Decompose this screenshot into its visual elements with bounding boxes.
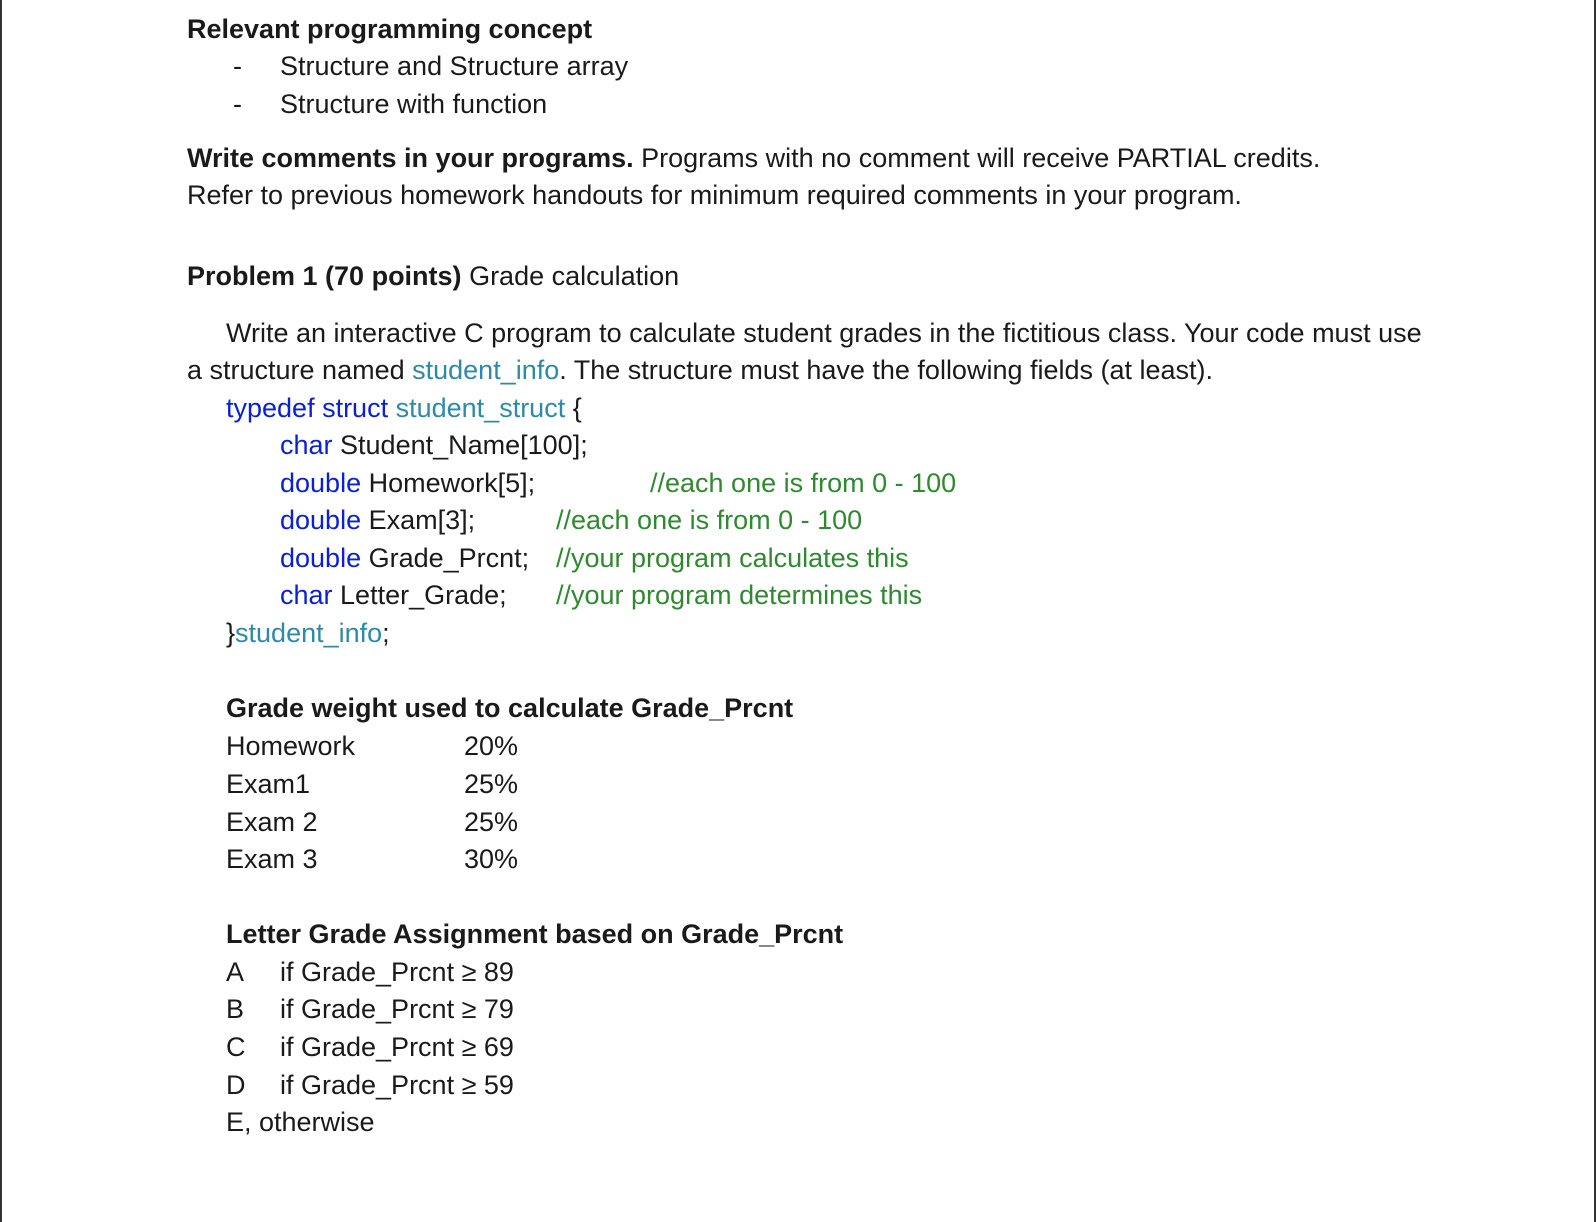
code-decl: Homework[5]; <box>361 468 536 498</box>
code-comment: //each one is from 0 - 100 <box>556 505 863 535</box>
weight-value: 25% <box>464 807 519 837</box>
code-comment: //your program determines this <box>556 580 923 610</box>
struct-name-inline: student_info <box>412 355 560 385</box>
intro-text: a structure named <box>187 355 413 385</box>
letter-rule: if Grade_Prcnt ≥ 59 <box>280 1070 514 1100</box>
letter-grade: A <box>226 957 245 987</box>
problem-intro-line1: Write an interactive C program to calculate student grades in the fictitious class. Your code must use <box>226 318 1422 348</box>
code-semicolon: ; <box>382 618 390 648</box>
code-field-line <box>280 539 529 577</box>
code-decl: Letter_Grade; <box>332 580 507 610</box>
code-struct-name: student_struct <box>395 393 566 423</box>
concept-heading: Relevant programming concept <box>187 14 593 44</box>
code-type: char <box>280 430 333 460</box>
weights-heading: Grade weight used to calculate Grade_Prcnt <box>226 693 794 723</box>
code-type: double <box>280 543 362 573</box>
code-decl: Exam[3]; <box>361 505 476 535</box>
code-close-line <box>226 614 390 652</box>
letters-heading: Letter Grade Assignment based on Grade_Prcnt <box>226 919 844 949</box>
weight-item: Exam 2 <box>226 807 318 837</box>
problem-bold-title: Problem 1 (70 points) <box>187 261 462 291</box>
weight-item: Exam 3 <box>226 844 318 874</box>
letter-rule: if Grade_Prcnt ≥ 89 <box>280 957 514 987</box>
bullet-marker: - <box>233 89 242 119</box>
weight-value: 30% <box>464 844 519 874</box>
letter-grade: C <box>226 1032 246 1062</box>
code-comment: //each one is from 0 - 100 <box>650 468 957 498</box>
code-comment: //your program calculates this <box>556 543 909 573</box>
code-keyword: typedef struct <box>226 393 389 423</box>
code-type: double <box>280 468 362 498</box>
comments-note-bold: Write comments in your programs. <box>187 143 634 173</box>
comments-note-rest: Programs with no comment will receive PARTIAL credits. <box>633 143 1321 173</box>
code-field-line <box>280 576 507 614</box>
letter-rule: if Grade_Prcnt ≥ 69 <box>280 1032 514 1062</box>
letter-rule: if Grade_Prcnt ≥ 79 <box>280 994 514 1024</box>
code-type: double <box>280 505 362 535</box>
code-typedef-line <box>226 389 582 427</box>
page-left-border <box>0 0 2 1222</box>
intro-text: . The structure must have the following fields (at least). <box>559 355 1214 385</box>
bullet-marker: - <box>233 51 242 81</box>
code-field-line <box>280 464 535 502</box>
code-decl: Student_Name[100]; <box>332 430 588 460</box>
letter-grade: B <box>226 994 245 1024</box>
problem-intro-line2 <box>187 351 1213 389</box>
code-close-brace: } <box>226 618 236 648</box>
comments-note-line1 <box>187 139 1320 177</box>
letter-grade: D <box>226 1070 246 1100</box>
weight-value: 20% <box>464 731 519 761</box>
concept-item: Structure with function <box>280 89 548 119</box>
letter-otherwise: E, otherwise <box>226 1107 375 1137</box>
weight-item: Exam1 <box>226 769 311 799</box>
code-field-line <box>280 426 588 464</box>
concept-item: Structure and Structure array <box>280 51 629 81</box>
weight-value: 25% <box>464 769 519 799</box>
problem-heading <box>187 257 679 295</box>
problem-title: Grade calculation <box>461 261 680 291</box>
code-field-line <box>280 501 475 539</box>
code-type: char <box>280 580 333 610</box>
code-decl: Grade_Prcnt; <box>361 543 530 573</box>
comments-note-line2: Refer to previous homework handouts for minimum required comments in your program. <box>187 180 1242 210</box>
code-instance-name: student_info <box>235 618 383 648</box>
code-open-brace: { <box>565 393 582 423</box>
weight-item: Homework <box>226 731 356 761</box>
